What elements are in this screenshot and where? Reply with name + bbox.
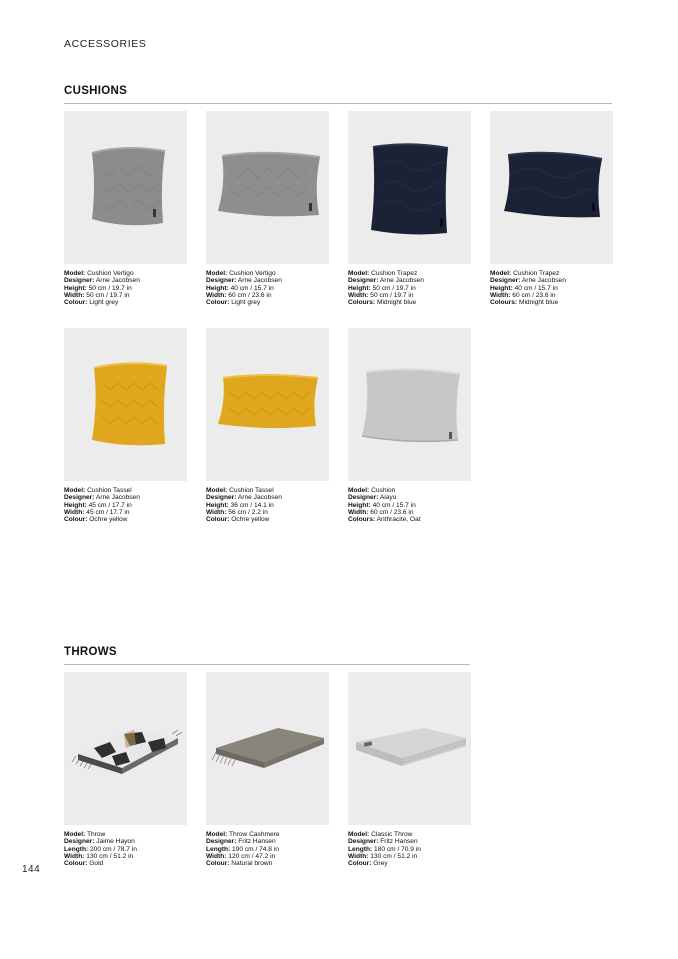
spec-colour: Colour: Ochre yellow bbox=[206, 516, 270, 524]
cushion-midnight-blue-rect-image bbox=[490, 111, 613, 264]
product-card[interactable] bbox=[206, 328, 329, 523]
spec-width: Width: 130 cm / 51.2 in bbox=[64, 852, 134, 860]
spec-designer: Designer: Aiayu bbox=[348, 494, 397, 502]
spec-width: Width: 60 cm / 23.6 in bbox=[348, 508, 414, 516]
cushion-midnight-blue-square-image bbox=[348, 111, 471, 264]
spec-length: Length: 180 cm / 70.9 in bbox=[348, 845, 421, 853]
spec-model: Model: Cushion Vertigo bbox=[64, 270, 134, 277]
cushion-ochre-rect-image bbox=[206, 328, 329, 481]
spec-width: Width: 120 cm / 47.2 in bbox=[206, 852, 276, 860]
product-card[interactable] bbox=[490, 111, 613, 306]
spec-model: Model: Throw Cashmere bbox=[206, 831, 280, 838]
throws-divider bbox=[64, 664, 470, 665]
spec-colour: Colours: Midnight blue bbox=[490, 299, 559, 307]
spec-model: Model: Cushion Vertigo bbox=[206, 270, 276, 277]
spec-colour: Colour: Light grey bbox=[64, 299, 119, 307]
spec-height: Height: 40 cm / 15.7 in bbox=[206, 284, 274, 292]
cushion-pale-grey-rect-image bbox=[348, 328, 471, 481]
spec-model: Model: Cushion Trapez bbox=[348, 270, 418, 277]
spec-designer: Designer: Fritz Hansen bbox=[206, 838, 276, 846]
spec-width: Width: 60 cm / 23.6 in bbox=[206, 291, 272, 299]
throw-cashmere-brown-image bbox=[206, 672, 329, 825]
spec-colour: Colour: Natural brown bbox=[206, 860, 273, 868]
spec-model: Model: Cushion Tassel bbox=[64, 487, 132, 494]
cushion-ochre-square-image bbox=[64, 328, 187, 481]
section-label: ACCESSORIES bbox=[64, 38, 147, 50]
cushion-light-grey-rect-image bbox=[206, 111, 329, 264]
spec-height: Height: 40 cm / 15.7 in bbox=[348, 501, 416, 509]
spec-designer: Designer: Arne Jacobsen bbox=[490, 277, 566, 285]
spec-model: Model: Cushion Tassel bbox=[206, 487, 274, 494]
spec-height: Height: 50 cm / 19.7 in bbox=[64, 284, 132, 292]
product-card[interactable] bbox=[348, 111, 471, 306]
product-card[interactable] bbox=[206, 672, 329, 867]
product-card[interactable] bbox=[206, 111, 329, 306]
spec-designer: Designer: Arne Jacobsen bbox=[64, 494, 140, 502]
spec-length: Length: 190 cm / 74.8 in bbox=[206, 845, 279, 853]
spec-model: Model: Throw bbox=[64, 831, 106, 838]
spec-designer: Designer: Arne Jacobsen bbox=[348, 277, 424, 285]
product-card[interactable] bbox=[348, 672, 471, 867]
spec-length: Length: 200 cm / 78.7 in bbox=[64, 845, 137, 853]
spec-width: Width: 50 cm / 19.7 in bbox=[64, 291, 130, 299]
product-card[interactable] bbox=[348, 328, 471, 523]
spec-width: Width: 50 cm / 19.7 in bbox=[348, 291, 414, 299]
spec-width: Width: 60 cm / 23.6 in bbox=[490, 291, 556, 299]
spec-colour: Colour: Ochre yellow bbox=[64, 516, 128, 524]
throw-classic-grey-image bbox=[348, 672, 471, 825]
spec-designer: Designer: Arne Jacobsen bbox=[206, 494, 282, 502]
product-card[interactable] bbox=[64, 672, 187, 867]
spec-model: Model: Cushion Trapez bbox=[490, 270, 560, 277]
spec-colour: Colour: Light grey bbox=[206, 299, 261, 307]
spec-height: Height: 40 cm / 15.7 in bbox=[490, 284, 558, 292]
spec-designer: Designer: Jaime Hayon bbox=[64, 838, 135, 846]
spec-height: Height: 45 cm / 17.7 in bbox=[64, 501, 132, 509]
page-number: 144 bbox=[22, 864, 41, 875]
spec-designer: Designer: Arne Jacobsen bbox=[206, 277, 282, 285]
cushions-divider bbox=[64, 103, 612, 104]
spec-colour: Colours: Midnight blue bbox=[348, 299, 417, 307]
spec-colour: Colour: Gold bbox=[64, 860, 104, 868]
spec-designer: Designer: Fritz Hansen bbox=[348, 838, 418, 846]
spec-width: Width: 45 cm / 17.7 in bbox=[64, 508, 130, 516]
spec-height: Height: 36 cm / 14.1 in bbox=[206, 501, 274, 509]
spec-model: Model: Cushion bbox=[348, 487, 396, 494]
spec-colour: Colours: Anthracite, Oat bbox=[348, 516, 421, 524]
spec-designer: Designer: Arne Jacobsen bbox=[64, 277, 140, 285]
cushion-light-grey-square-image bbox=[64, 111, 187, 264]
throws-title: THROWS bbox=[64, 646, 117, 658]
spec-height: Height: 50 cm / 19.7 in bbox=[348, 284, 416, 292]
throw-patterned-image bbox=[64, 672, 187, 825]
product-card[interactable] bbox=[64, 328, 187, 523]
cushions-title: CUSHIONS bbox=[64, 85, 128, 97]
spec-colour: Colour: Grey bbox=[348, 860, 388, 868]
product-card[interactable] bbox=[64, 111, 187, 306]
spec-model: Model: Classic Throw bbox=[348, 831, 413, 838]
spec-width: Width: 130 cm / 51.2 in bbox=[348, 852, 418, 860]
spec-width: Width: 56 cm / 2.2 in bbox=[206, 508, 268, 516]
